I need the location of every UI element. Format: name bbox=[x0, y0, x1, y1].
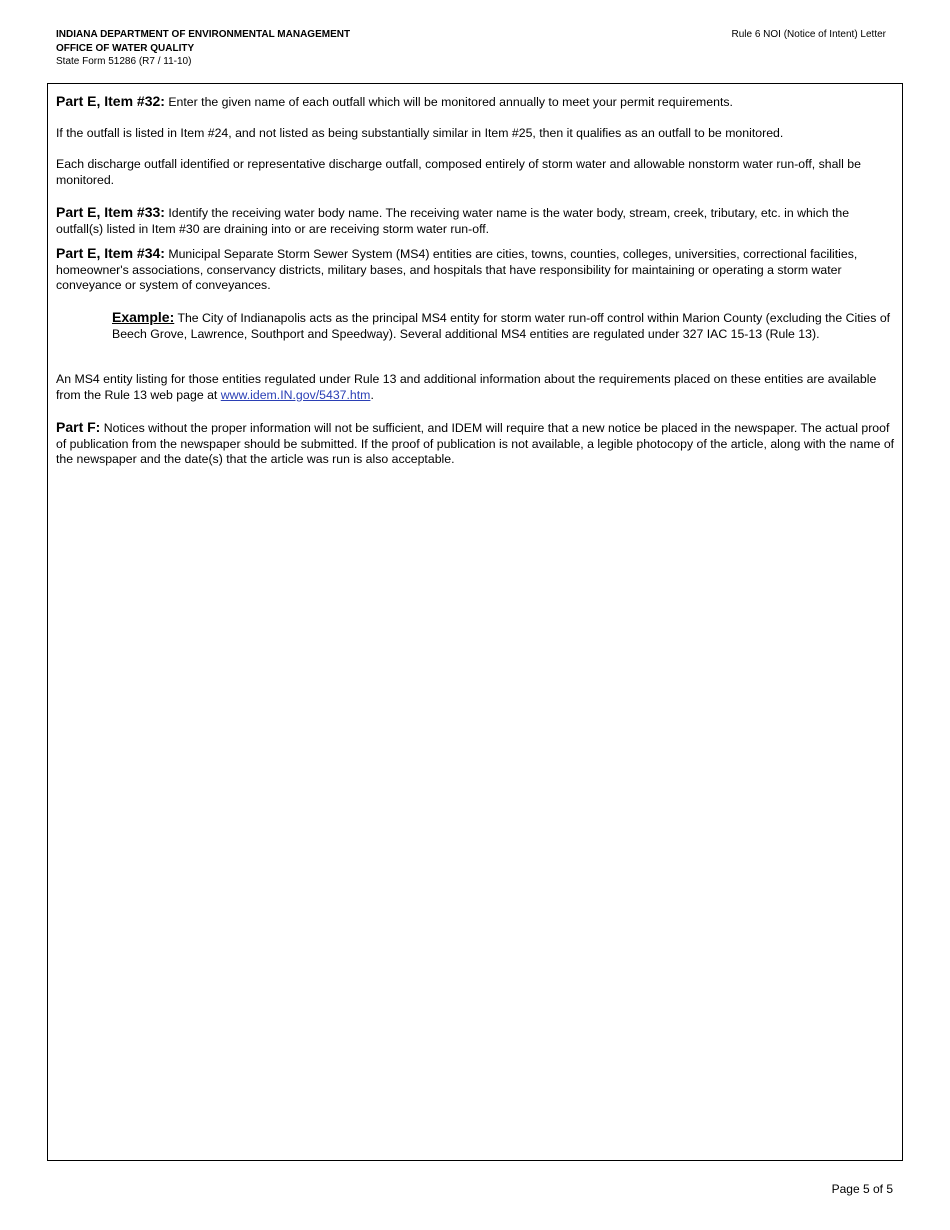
example-paragraph bbox=[112, 310, 898, 342]
item33-paragraph bbox=[56, 205, 898, 237]
document-title: Rule 6 NOI (Notice of Intent) Letter bbox=[731, 29, 886, 40]
ms4-listing-text: An MS4 entity listing for those entities regulated under Rule 13 and additional information about the requirements placed on these entities are available from the Rule 13 web page at bbox=[56, 372, 877, 402]
example-heading: Example: bbox=[112, 309, 175, 325]
item32-heading: Part E, Item #32: bbox=[56, 93, 165, 109]
ms4-listing-end: . bbox=[370, 387, 374, 402]
item33-text: Identify the receiving water body name. The receiving water name is the water body, stream, creek, tributary, etc. in which the outfall(s) listed in Item #30 are draining into or are receiving storm water run-off. bbox=[56, 206, 850, 236]
item34-heading: Part E, Item #34: bbox=[56, 245, 165, 261]
partF-text: Notices without the proper information will not be sufficient, and IDEM will require that a new notice be placed in the newspaper. The actual proof of publication from the newspaper should be submitted. If the proof of publication is not available, a legible photocopy of the article, along with the name of the newspaper and the date(s) that the article was run is also acceptable. bbox=[56, 421, 895, 466]
example-text: The City of Indianapolis acts as the principal MS4 entity for storm water run-off control within Marion County (excluding the Cities of Beech Grove, Lawrence, Southport and Speedway). Several additional MS4 entities are regulated under 327 IAC 15-13 (Rule 13). bbox=[112, 311, 891, 341]
item33-heading: Part E, Item #33: bbox=[56, 204, 165, 220]
form-number: State Form 51286 (R7 / 11-10) bbox=[56, 56, 192, 67]
agency-name: INDIANA DEPARTMENT OF ENVIRONMENTAL MANAGEMENT bbox=[56, 29, 351, 40]
partF-paragraph bbox=[56, 420, 898, 468]
instructions-box bbox=[47, 83, 903, 1161]
rule13-link[interactable]: www.idem.IN.gov/5437.htm bbox=[220, 387, 371, 402]
item32-paragraph bbox=[56, 94, 898, 111]
item34-text: Municipal Separate Storm Sewer System (MS4) entities are cities, towns, counties, colleges, universities, correctional facilities, homeowner's associations, conservancy districts, military bases, and hospitals that have responsibility for maintaining or operating a storm water conveyance or system of conveyances. bbox=[56, 247, 858, 292]
item34-paragraph bbox=[56, 246, 898, 294]
office-name: OFFICE OF WATER QUALITY bbox=[56, 43, 195, 54]
item32-text: Enter the given name of each outfall which will be monitored annually to meet your permit requirements. bbox=[164, 95, 733, 109]
page-number: Page 5 of 5 bbox=[831, 1182, 893, 1196]
item32-para3: Each discharge outfall identified or representative discharge outfall, composed entirely of storm water and allowable nonstorm water run-off, shall be monitored. bbox=[56, 157, 861, 187]
ms4-listing-paragraph bbox=[56, 372, 898, 403]
item32-para2: If the outfall is listed in Item #24, and not listed as being substantially similar in Item #25, then it qualifies as an outfall to be monitored. bbox=[56, 126, 784, 140]
partF-heading: Part F: bbox=[56, 419, 101, 435]
